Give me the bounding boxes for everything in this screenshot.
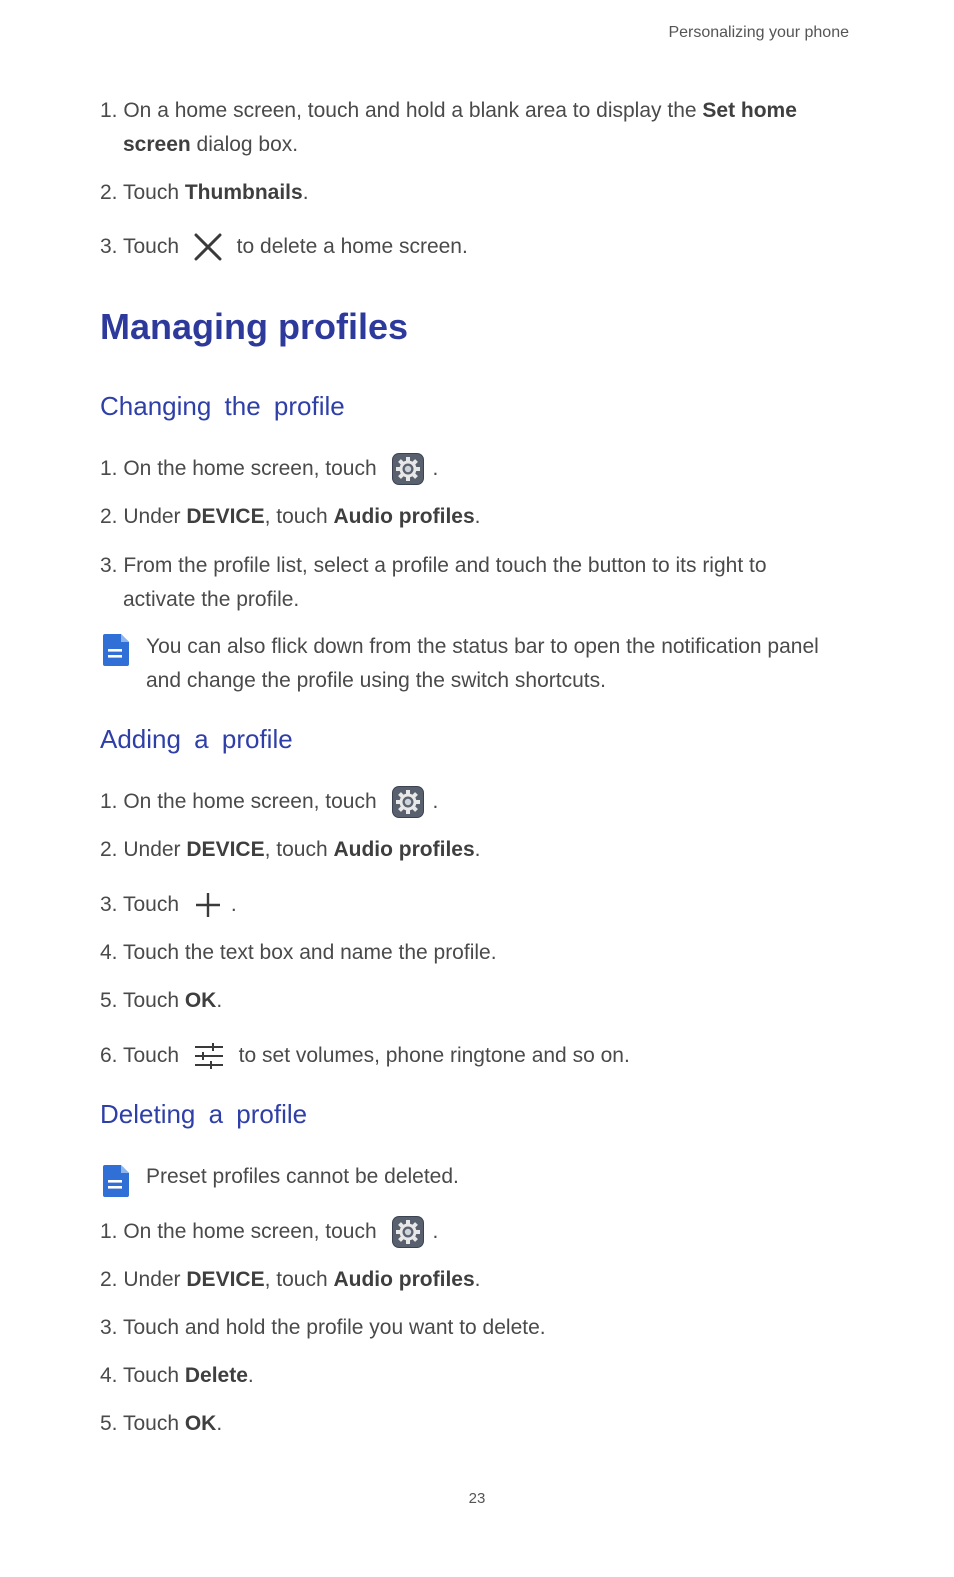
audio-profiles-label: Audio profiles (333, 505, 475, 528)
changing-step-2-text: 2. Under (100, 505, 187, 528)
note-document-icon (101, 633, 131, 667)
deleting-step-4-text: 4. Touch (100, 1364, 185, 1387)
changing-step-1 (100, 452, 438, 486)
delete-label: Delete (184, 1364, 248, 1387)
adding-step-6-text: 6. Touch (100, 1044, 185, 1067)
adding-step-1 (100, 785, 438, 819)
deleting-step-3: 3. Touch and hold the profile you want to delete. (100, 1316, 546, 1339)
changing-step-2-post: . (474, 505, 481, 528)
adding-step-2-text: 2. Under (100, 838, 187, 861)
changing-step-2 (100, 500, 480, 534)
audio-profiles-label: Audio profiles (333, 1268, 475, 1291)
intro-step-1-bold: Set home (702, 99, 797, 122)
deleting-step-4 (100, 1359, 254, 1393)
adding-step-2-post: . (474, 838, 481, 861)
deleting-step-2-text: 2. Under (100, 1268, 187, 1291)
adding-step-2-mid: , touch (264, 838, 334, 861)
intro-step-1-text: 1. On a home screen, touch and hold a blank area to display the (100, 99, 703, 122)
intro-step-1-post: dialog box. (190, 133, 299, 156)
changing-step-3-cont: activate the profile. (123, 588, 300, 611)
deleting-profile-heading: Deleting a profile (100, 1099, 308, 1129)
changing-step-1-post: . (432, 457, 439, 480)
adding-step-4: 4. Touch the text box and name the profile. (100, 941, 497, 964)
adding-step-1-post: . (432, 790, 439, 813)
deleting-step-1 (100, 1215, 438, 1249)
adding-step-3-text: 3. Touch (100, 893, 185, 916)
adding-step-2 (100, 833, 480, 867)
intro-step-2-bold: Thumbnails (184, 181, 303, 204)
adding-step-3 (100, 888, 237, 922)
intro-step-1-bold2: screen (123, 133, 191, 156)
ok-label: OK (184, 1412, 217, 1435)
adding-step-6-post: to set volumes, phone ringtone and so on. (232, 1044, 630, 1067)
intro-step-1 (100, 94, 797, 128)
deleting-step-2 (100, 1263, 480, 1297)
adding-step-6 (100, 1039, 630, 1073)
note-document-icon (101, 1164, 131, 1198)
settings-gear-icon (391, 452, 425, 486)
changing-step-2-mid: , touch (264, 505, 334, 528)
page-number: 23 (468, 1490, 486, 1507)
changing-profile-heading: Changing the profile (100, 391, 345, 421)
device-label: DEVICE (186, 1268, 265, 1291)
section-title: Managing profiles (100, 306, 409, 347)
deleting-step-5-text: 5. Touch (100, 1412, 185, 1435)
deleting-step-4-post: . (247, 1364, 254, 1387)
changing-step-1-text: 1. On the home screen, touch (100, 457, 383, 480)
adding-step-5-post: . (216, 989, 223, 1012)
sliders-icon (193, 1041, 225, 1071)
deleting-step-1-post: . (432, 1220, 439, 1243)
intro-step-2-text: 2. Touch (100, 181, 185, 204)
intro-step-3-text: 3. Touch (100, 235, 185, 258)
adding-step-3-post: . (230, 893, 237, 916)
ok-label: OK (184, 989, 217, 1012)
device-label: DEVICE (186, 838, 265, 861)
deleting-step-2-post: . (474, 1268, 481, 1291)
adding-profile-heading: Adding a profile (100, 724, 293, 754)
device-label: DEVICE (186, 505, 265, 528)
running-header: Personalizing your phone (668, 24, 849, 41)
deleting-step-1-text: 1. On the home screen, touch (100, 1220, 383, 1243)
audio-profiles-label: Audio profiles (333, 838, 475, 861)
changing-note-line-2: and change the profile using the switch shortcuts. (146, 669, 606, 692)
intro-step-3 (100, 230, 468, 264)
intro-step-2 (100, 176, 309, 210)
settings-gear-icon (391, 1215, 425, 1249)
adding-step-5-text: 5. Touch (100, 989, 185, 1012)
settings-gear-icon (391, 785, 425, 819)
changing-step-3: 3. From the profile list, select a profile and touch the button to its right to (100, 554, 767, 577)
plus-icon (193, 890, 223, 920)
intro-step-3-post: to delete a home screen. (230, 235, 468, 258)
changing-note-line-1: You can also flick down from the status bar to open the notification panel (146, 635, 819, 658)
deleting-step-5-post: . (216, 1412, 223, 1435)
close-icon (193, 232, 223, 262)
deleting-step-5 (100, 1407, 222, 1441)
deleting-note: Preset profiles cannot be deleted. (146, 1165, 459, 1188)
adding-step-1-text: 1. On the home screen, touch (100, 790, 383, 813)
deleting-step-2-mid: , touch (264, 1268, 334, 1291)
adding-step-5 (100, 984, 222, 1018)
intro-step-1-cont (123, 128, 298, 162)
intro-step-2-post: . (302, 181, 309, 204)
